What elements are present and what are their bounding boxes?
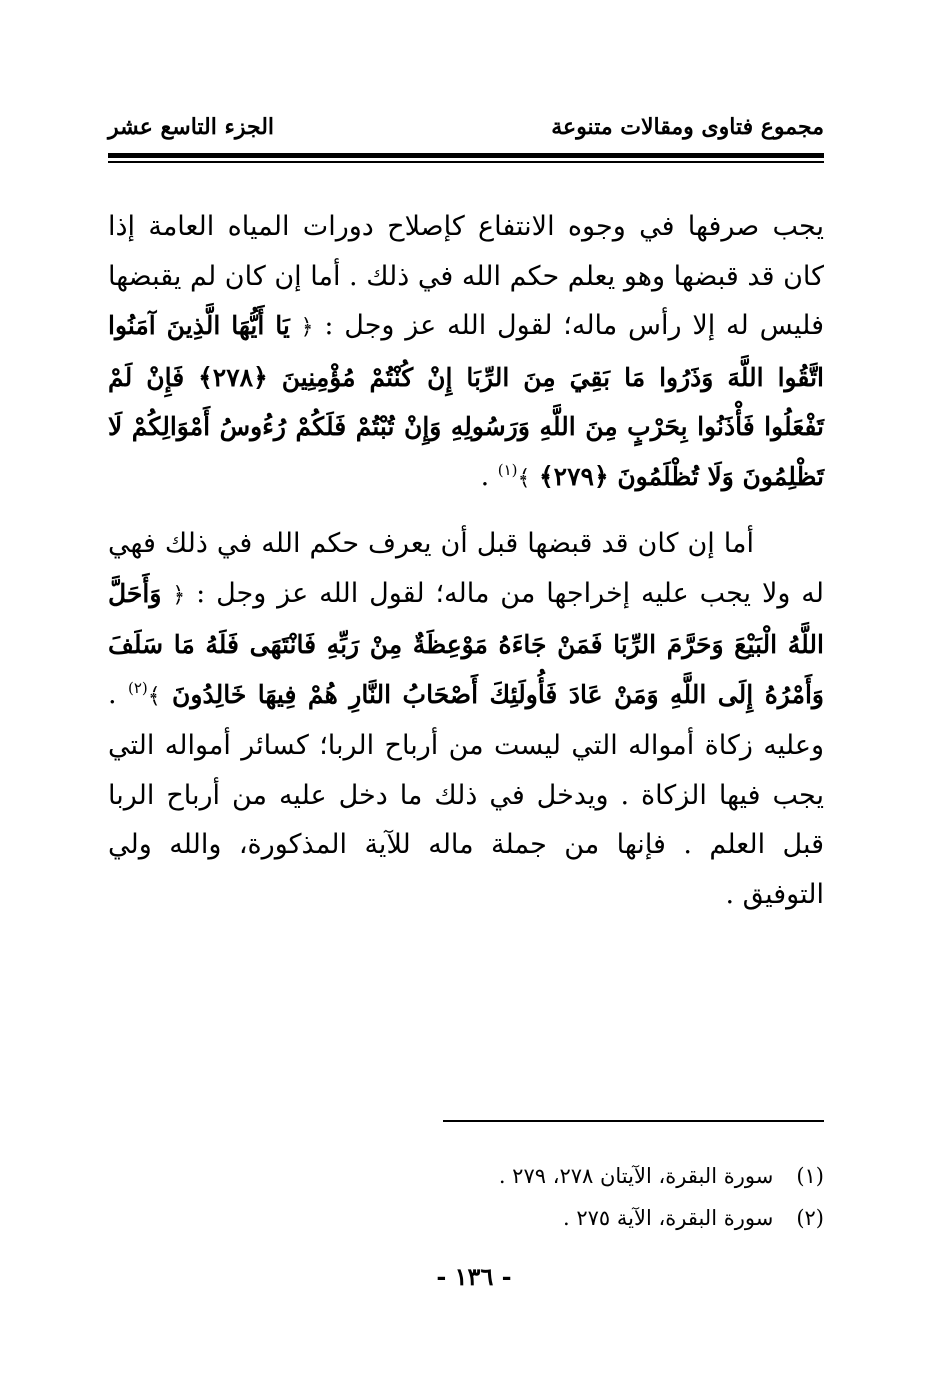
quran-verse-1: يَا أَيُّهَا الَّذِينَ آمَنُوا اتَّقُوا اللَّهَ وَذَرُوا مَا بَقِيَ مِنَ الرِّبَا إِنْ كُنْتُمْ مُؤْمِنِينَ ﴿٢٧٨﴾ فَإِنْ لَمْ تَفْعَلُوا فَأْذَنُوا بِحَرْبٍ مِنَ اللَّهِ وَرَسُولِهِ وَإِنْ تُبْتُمْ فَلَكُمْ رُءُوسُ أَمْوَالِكُمْ لَا تَظْلِمُونَ وَلَا تُظْلَمُونَ ﴿٢٧٩﴾ — [108, 311, 824, 491]
footnote-number: (٢) — [796, 1206, 824, 1230]
page-number: - ١٣٦ - — [436, 1262, 512, 1291]
footnotes — [300, 1155, 824, 1239]
header-rule-thin — [108, 161, 824, 163]
footnote-separator — [443, 1120, 824, 1122]
paragraph-1 — [108, 202, 824, 503]
footnote-text: سورة البقرة، الآيتان ٢٧٨، ٢٧٩ . — [498, 1164, 774, 1188]
header-rule-thick — [108, 153, 824, 158]
running-header — [108, 108, 824, 148]
footnote-ref-1: (١) — [497, 460, 518, 479]
quran-close-bracket: ﴾ — [147, 683, 161, 709]
quran-verse-2: وَأَحَلَّ اللَّهُ الْبَيْعَ وَحَرَّمَ الرِّبَا فَمَنْ جَاءَهُ مَوْعِظَةٌ مِنْ رَبِّهِ فَانْتَهَى فَلَهُ مَا سَلَفَ وَأَمْرُهُ إِلَى اللَّهِ وَمَنْ عَادَ فَأُولَئِكَ أَصْحَابُ النَّارِ هُمْ فِيهَا خَالِدُونَ — [108, 578, 824, 709]
quran-open-bracket: ﴿ — [300, 315, 314, 340]
footnote-ref-2: (٢) — [127, 678, 148, 697]
footnote-text: سورة البقرة، الآية ٢٧٥ . — [563, 1206, 774, 1230]
paragraph-2-continuation: . وعليه زكاة أمواله التي ليست من أرباح الربا؛ كسائر أمواله التي يجب فيها الزكاة . ويدخل في ذلك ما دخل عليه من أرباح الربا قبل العلم . فإنها من جملة ماله للآية المذكورة، والله ولي التوفيق . — [108, 678, 824, 910]
paragraph-2 — [108, 519, 824, 919]
quran-close-bracket: ﴾ — [517, 465, 531, 491]
footnote-number: (١) — [796, 1164, 824, 1188]
main-text — [108, 202, 824, 919]
paragraph-1-end: . — [480, 460, 490, 492]
book-title: مجموع فتاوى ومقالات متنوعة — [551, 114, 824, 140]
volume-label: الجزء التاسع عشر — [108, 114, 275, 140]
footnote-1 — [300, 1155, 824, 1197]
quran-open-bracket: ﴿ — [172, 582, 186, 608]
paragraph-2-text: أما إن كان قد قبضها قبل أن يعرف حكم الله في ذلك فهي له ولا يجب عليه إخراجها من ماله؛ لقول الله عز وجل : — [108, 528, 824, 609]
paragraph-1-text: يجب صرفها في وجوه الانتفاع كإصلاح دورات المياه العامة إذا كان قد قبضها وهو يعلم حكم الله في ذلك . أما إن كان لم يقبضها فليس له إلا رأس ماله؛ لقول الله عز وجل : — [108, 211, 824, 341]
footnote-2 — [300, 1197, 824, 1239]
